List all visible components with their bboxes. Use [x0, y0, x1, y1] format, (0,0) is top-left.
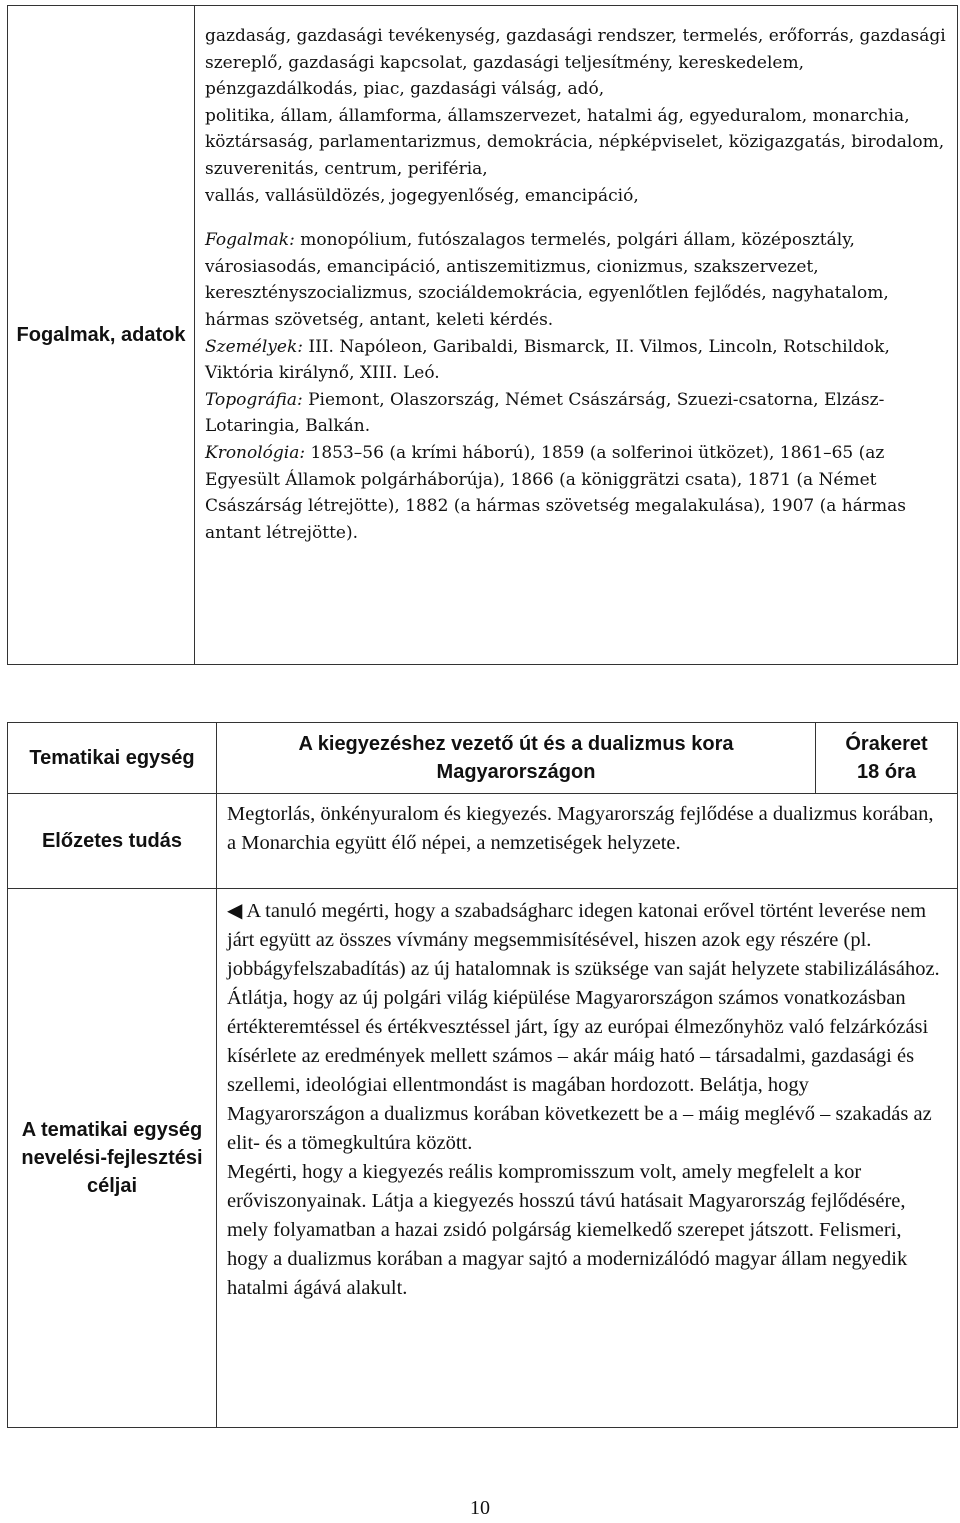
goals-content: [217, 889, 958, 1428]
topografia-text: Piemont, Olaszország, Német Császárság, Szuezi-csatorna, Elzász-Lotaringia, Balkán.: [205, 389, 885, 437]
prior-knowledge-text: Megtorlás, önkényuralom és kiegyezés. Magyarország fejlődése a dualizmus korában, a Monarchia együtt élő népei, a nemzetiségek helyzete.: [217, 794, 958, 889]
kronologia-paragraph: [205, 440, 949, 546]
prior-knowledge-label: Előzetes tudás: [8, 794, 217, 889]
fogalmak-paragraph: [205, 227, 949, 333]
kronologia-text: 1853–56 (a krími háború), 1859 (a solferinoi ütközet), 1861–65 (az Egyesült Államok polgárháborúja), 1866 (a königgrätzi csata), 1871 (a Német Császárság létrejötte), 1882 (a hármas szövetség megalakulása), 1907 (a hármas antant létrejötte).: [205, 442, 906, 543]
concepts-table: [7, 5, 958, 665]
page-number: 10: [470, 1497, 490, 1519]
politics-concepts: politika, állam, államforma, államszervezet, hatalmi ág, egyeduralom, monarchia, köztársaság, parlamentarizmus, demokrácia, népképviselet, közigazgatás, birodalom, szuverenitás, centrum, periféria,: [205, 105, 945, 179]
topografia-paragraph: [205, 387, 949, 440]
unit-table: [7, 722, 958, 1428]
hours-label: Órakeret: [845, 733, 928, 755]
goals-paragraph-2: Átlátja, hogy az új polgári világ kiépülése Magyarországon számos vonatkozásban értékteremtéssel és értékvesztéssel járt, így az európai élmezőnyhöz való felzárkózási kísérlete az eredmények mellett számos – akár máig ható – társadalmi, gazdasági és szellemi, ideológiai ellentmondást is magában hordozott. Belátja, hogy Magyarországon a dualizmus korában következett be a – máig meglévő – szakadás az elit- és a tömegkultúra között.: [227, 987, 932, 1154]
fogalmak-label: Fogalmak:: [205, 230, 295, 251]
hours-cell: [816, 723, 958, 794]
religion-concepts: vallás, vallásüldözés, jogegyenlőség, emancipáció,: [205, 185, 639, 206]
concepts-content: [195, 6, 958, 665]
szemelyek-paragraph: [205, 334, 949, 387]
szemelyek-label: Személyek:: [205, 336, 303, 357]
goals-paragraph-1: [227, 897, 947, 984]
concepts-label: Fogalmak, adatok: [8, 6, 195, 665]
fogalmak-text: monopólium, futószalagos termelés, polgári állam, középosztály, városiasodás, emancipáció, antiszemitizmus, cionizmus, szakszervezet, keresztényszocializmus, szociáldemokrácia, egyenlőtlen fejlődés, nagyhatalom, hármas szövetség, antant, keleti kérdés.: [205, 230, 889, 330]
kronologia-label: Kronológia:: [205, 442, 306, 463]
goals-label: A tematikai egység nevelési-fejlesztési céljai: [8, 889, 217, 1428]
hours-value: 18 óra: [857, 761, 916, 783]
unit-title: A kiegyezéshez vezető út és a dualizmus kora Magyarországon: [217, 723, 816, 794]
arrow-left-icon: ◀: [227, 900, 243, 922]
unit-label: Tematikai egység: [8, 723, 217, 794]
topografia-label: Topográfia:: [205, 389, 303, 410]
goals-paragraph-1-text: A tanuló megérti, hogy a szabadságharc idegen katonai erővel történt leverése nem járt együtt az összes vívmány megsemmisítésével, hiszen azok egy részére (pl. jobbágyfelszabadítás) az új hatalomnak is szüksége van saját helyzete stabilizálásához.: [227, 900, 940, 980]
goals-paragraph-3: Megérti, hogy a kiegyezés reális kompromisszum volt, amely megfelelt a kor erőviszonyainak. Látja a kiegyezés hosszú távú hatásait Magyarország fejlődésére, mely folyamatban a hazai zsidó polgárság kiemelkedő szerepet játszott. Felismeri, hogy a dualizmus korában a magyar sajtó a modernizálódó magyar állam negyedik hatalmi ágává alakult.: [227, 1161, 908, 1299]
szemelyek-text: III. Napóleon, Garibaldi, Bismarck, II. Vilmos, Lincoln, Rotschildok, Viktória királynő, XIII. Leó.: [205, 336, 890, 384]
economy-concepts: gazdaság, gazdasági tevékenység, gazdasági rendszer, termelés, erőforrás, gazdasági szereplő, gazdasági kapcsolat, gazdasági teljesítmény, kereskedelem, pénzgazdálkodás, piac, gazdasági válság, adó,: [205, 26, 946, 100]
